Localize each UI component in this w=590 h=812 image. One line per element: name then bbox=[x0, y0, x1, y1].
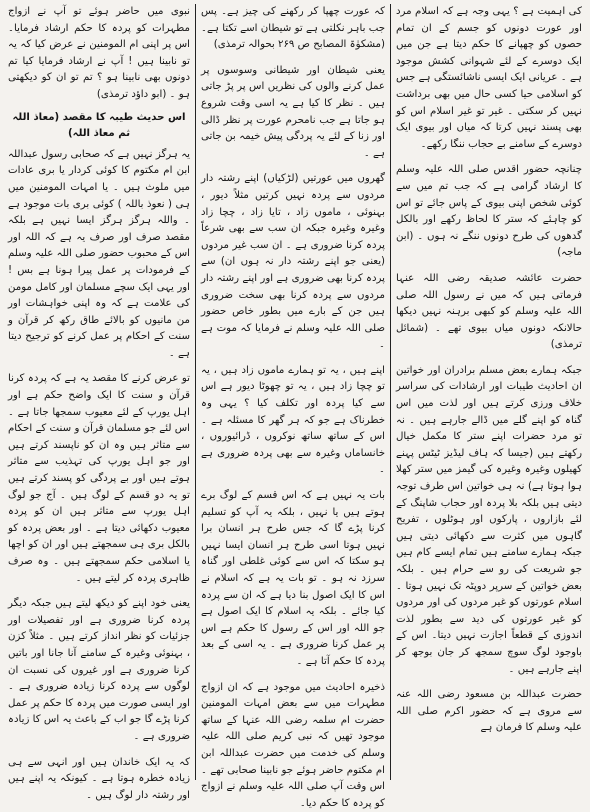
paragraph: کہ عورت چھپا کر رکھنے کی چیز ہے۔ پس جب باہر نکلتی ہے تو شیطان اسے تکتا ہے۔ (مشکوٰۃ المصابح ص ۲۶۹ بحوالہ ترمذی) bbox=[201, 6, 385, 51]
paragraph: نبوی میں حاضر ہوئے تو آپ نے ازواج مطہرات کو پردہ کا حکم ارشاد فرمایا۔ اس پر اپنی ام المومنین نے عرض کیا کہ یہ تو نابینا ہیں ! آپ نے ارشاد فرمایا کیا تم دونوں بھی نابینا ہو ؟ تم تو ان کو دیکھتی ہو ۔ (ابو داؤد ترمذی) bbox=[8, 6, 190, 100]
paragraph: یہ ہرگز نہیں ہے کہ صحابی رسول عبداللہ ابن ام مکتوم کا کوئی کردار یا بری عادات میں ملوث ہیں ۔ یا امہات المومنین میں ہی ( نعوذ باللہ ) کوئی بری بات موجود ہے ۔ واللہ ہرگز ہرگز ایسا نہیں ہے بلکہ مقصد صرف اور صرف یہ ہے کہ اللہ اور اس کے محبوب حضور صلی اللہ علیہ وسلم کے فرمودات پر عمل پیرا ہونا ہے بس ! اور یہی ایک سچے مسلمان اور کامل مومن کی علامت ہے کہ وہ اپنی خواہشات اور من مانیوں کو بالائے طاق رکھ کر قرآن و سنت کے احکام پر عمل کرنے کو ترجیح دیتا ہے ۔ bbox=[8, 148, 190, 359]
paragraph: کہ یہ ایک خاندان ہیں اور انہی سے ہی زیادہ خطرہ ہوتا ہے ۔ کیونکہ یہ اپنے ہیں اور رشتہ دار لوگ ہیں ۔ bbox=[8, 756, 190, 801]
paragraph: بات یہ نہیں ہے کہ اس قسم کے لوگ برے ہوتے ہیں یا نہیں ، بلکہ یہ آپ کو تسلیم کرنا پڑے گا کہ جس طرح ہر انسان برا نہیں ہوتا اسی طرح ہر انسان ایسا نہیں ہو سکتا کہ اس سے کوئی غلطی اور گناہ سرزد نہ ہو ۔ تو بات یہ ہے کہ اسلام نے اس کا ایک اصول بنا دیا ہے کہ ان سے پردہ کیا جائے ۔ بلکہ یہ اسلام کا ایک اصول ہے جو اللہ اور اس کے رسول کا حکم ہے اس پر عمل کرنا ضروری ہے ۔ یہ اسی کے بعد پردہ کا حکم آتا ہے ۔ bbox=[201, 490, 385, 667]
section-heading: اس حدیث طیبہ کا مقصد (معاذ اللہ ثم معاذ اللہ) bbox=[12, 111, 186, 140]
paragraph: یعنی شیطان اور شیطانی وسوسوں پر عمل کرنے والوں کی نظریں اس پر پڑ جاتی ہیں ۔ نظر کا کیا ہے یہ اسی وقت شروع ہو جاتا ہے جب نامحرم عورت پر نظر ڈالی اور زنا کے لئے یہ پردگی پیش خیمہ بن جاتی ہے ۔ bbox=[201, 64, 385, 159]
paragraph: حضرت عبداللہ بن مسعود رضی اللہ عنہ سے مروی ہے کہ حضور اکرم صلی اللہ علیہ وسلم کا فرمان ہے bbox=[396, 689, 582, 734]
paragraph: یعنی خود اپنے کو دیکھ لیتے ہیں جبکہ دیگر پردہ کرنا ضروری ہے اور تفصیلات اور جزئیات کو نظر انداز کرتے ہیں ۔ مثلاً کزن ، بہنوئی وغیرہ کے سامنے آنا جانا اور باتیں کرنا ضروری ہے اور غیروں کی نسبت ان لوگوں سے پردہ کرنا زیادہ ضروری ہے ۔ اور ایسی صورت میں پردہ کا حکم پر عمل کرنا پڑے گا جو اب کے باعث یہ اس کا زیادہ ضروری ہے ۔ bbox=[8, 598, 190, 742]
paragraph: اپنے ہیں ، یہ تو ہمارے ماموں زاد ہیں ، یہ تو چچا زاد ہیں ، یہ تو چھوٹا دیور ہے اس سے کیا پردہ اور تکلف کیا ؟ یہی وہ خطرناک ہے جو کہ ہر گھر کا مسئلہ ہے ۔ اس کے ساتھ ساتھ نوکروں ، ڈرائیوروں ، خانساماں وغیرہ سے بھی پردہ ضروری ہے ۔ bbox=[201, 364, 385, 476]
paragraph: چنانچہ حضور اقدس صلی اللہ علیہ وسلم کا ارشاد گرامی ہے کہ جب تم میں سے کوئی شخص اپنی بیوی کے پاس جائے تو اس کو چاہئے کہ ستر کا لحاظ رکھے اور بالکل گدھوں کی طرح دونوں ننگے نہ ہوں ۔ (ابن ماجہ) bbox=[396, 164, 582, 259]
column-middle bbox=[195, 4, 391, 809]
paragraph: گھروں میں عورتیں (لڑکیاں) اپنے رشتہ دار مردوں سے پردہ نہیں کرتیں مثلاً دیور ، بہنوئی ، ماموں زاد ، تایا زاد ، چچا زاد وغیرہ وغیرہ جبکہ ان سب سے بھی شرعاً پردہ کرنا ضروری ہے ۔ ان سب غیر مردوں (یعنی جو اپنے رشتہ دار نہ ہوں ان) سے پردہ کرنا بھی ضروری ہے اور اپنے رشتہ دار مردوں سے پردہ کرنا بھی سخت ضروری ہیں جن کے بارے میں بطور خاص حضور صلی اللہ علیہ وسلم نے فرمایا کہ موت ہے ۔ bbox=[201, 173, 385, 351]
paragraph: ذخیرہ احادیث میں موجود ہے کہ ان ازواج مطہرات میں سے بعض امہات المومنین حضرت ام سلمہ رضی اللہ عنہا کے ساتھ موجود تھیں کہ نبی کریم صلی اللہ علیہ وسلم کی خدمت میں حضرت عبداللہ ابن ام مکتوم حاضر ہوئے جو نابینا صحابی تھے ۔ اس وقت آپ صلی اللہ علیہ وسلم نے ازواج کو پردہ کا حکم دیا۔ bbox=[201, 681, 385, 809]
paragraph: تو عرض کرنے کا مقصد یہ ہے کہ پردہ کرنا قرآن و سنت کا ایک واضح حکم ہے اور اہل یورپ کے لئے معیوب سمجھا جاتا ہے ۔ اس لئے جو مسلمان قرآن و سنت کے احکام سے متاثر ہیں وہ ان کو ناپسند کرتے ہیں اور جو اہل یورپ کی تہذیب سے متاثر ہوتے ہیں اور بے پردگی کو پسند کرتے ہیں تو یہ دو قسم کے لوگ ہیں ۔ آج جو لوگ اہل یورپ سے متاثر ہیں ان کو پردہ معیوب دکھائی دیتا ہے ۔ اور بعض پردہ کو بالکل بری ہی سمجھتے ہیں اور ان کو اچھا یا اسلامی حکم سمجھتے ہیں ۔ وہ صرف ظاہری پردہ کر لیتے ہیں ۔ bbox=[8, 373, 190, 584]
paragraph: کی اہمیت ہے ؟ یہی وجہ ہے کہ اسلام مرد اور عورت دونوں کو جسم کے ان تمام حصوں کو چھپانے کا حکم دیتا ہے جن میں ایک دوسرے کے لئے شہوانی کشش موجود ہے ۔ عریانی ایک ایسی ناشائستگی ہے جس کو اسلامی حیا کسی حال میں بھی برداشت نہیں کر سکتی ۔ غیر تو غیر اسلام اس کو بھی پسند نہیں کرتا کہ میاں اور بیوی ایک دوسرے کے سامنے بے حجاب ننگا رکھے۔ bbox=[396, 6, 582, 150]
column-left bbox=[3, 4, 195, 801]
paragraph: جبکہ ہمارے بعض مسلم برادران اور خواتین ان احادیث طیبات اور ارشادات کی سراسر خلاف ورزی کرتے ہیں اور لذت میں اس گناہ کو اپنے گلے میں ڈالے جارہے ہیں ۔ نہ تو مرد حضرات اپنے ستر کا مکمل خیال رکھتے ہیں (جیسا کہ ہاف لیڈیز ٹیٹس پہنے کھیلوں وغیرہ وغیرہ کی گیمز میں ستر کھلا ہوا ہوتا ہے) نہ ہی خواتین اس طرف توجہ دیتی ہیں بلکہ بلا پردہ اور حجاب شاپنگ کے لئے بازاروں ، پارکوں اور ہوٹلوں ، تفریح گاہوں میں کثرت سے دکھائی دیتی ہیں جبکہ ہمارے سامنے ہیں تمام ایسے کام ہیں جو شریعت کی رو سے حرام ہیں ۔ بلکہ بعض خواتین کے سرپر دوپٹہ تک نہیں ہوتا ۔ اسلام عورتوں کو غیر مردوں کی اور مردوں کو غیر عورتوں کی دید سے بطور لذت اندوزی کے قطعاً اجازت نہیں دیتا۔ اس کے باوجود لوگ سوچ سمجھ کر جان بوجھ کر اپنے جارہے ہیں ۔ bbox=[396, 364, 582, 675]
paragraph: حضرت عائشہ صدیقہ رضی اللہ عنہا فرماتی ہیں کہ میں نے رسول اللہ صلی اللہ علیہ وسلم کو کبھی برہنہ نہیں دیکھا حالانکہ دونوں میاں بیوی تھے ۔ (شمائل ترمذی) bbox=[396, 272, 582, 351]
column-right bbox=[391, 4, 587, 780]
